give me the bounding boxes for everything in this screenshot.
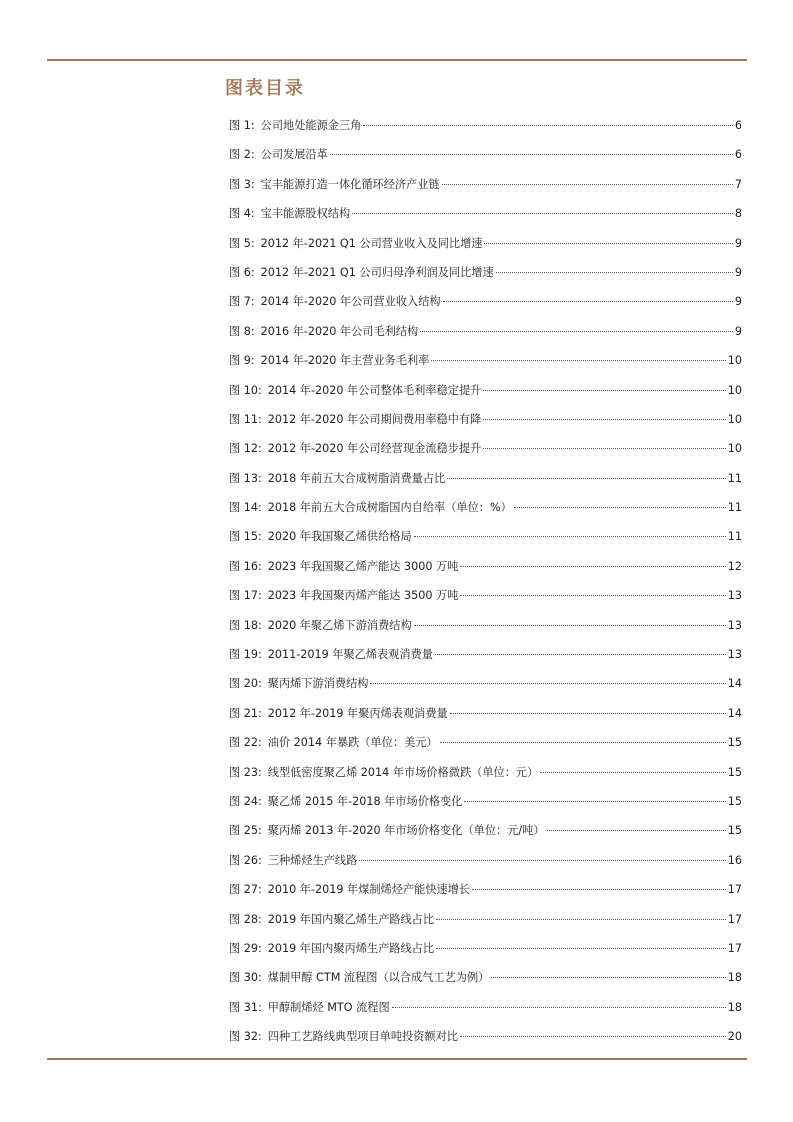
toc-entry-label (229, 1027, 458, 1047)
toc-entry-number: 图 8: (229, 324, 255, 338)
toc-entry-number: 图 29: (229, 941, 262, 955)
toc-entry-page: 12 (727, 559, 742, 573)
toc-entry-title: 2018 年前五大合成树脂国内自给率（单位：%） (267, 501, 512, 515)
toc-entry-title: 2023 年我国聚丙烯产能达 3500 万吨 (267, 589, 459, 603)
toc-entry-label (229, 763, 538, 783)
toc-entry[interactable] (229, 234, 742, 263)
toc-entry-number: 图 16: (229, 559, 262, 573)
toc-entry-page: 10 (727, 354, 742, 368)
toc-entry-number: 图 3: (229, 177, 255, 191)
toc-entry-title: 煤制甲醇 CTM 流程图（以合成气工艺为例） (267, 971, 490, 985)
toc-entry-label (229, 910, 434, 930)
toc-entry-page: 15 (727, 765, 742, 779)
toc-entry-label (229, 880, 470, 900)
toc-entry-number: 图 30: (229, 971, 262, 985)
toc-entry-number: 图 5: (229, 236, 255, 250)
toc-entry-title: 宝丰能源股权结构 (260, 207, 351, 221)
toc-entry-title: 公司地处能源金三角 (260, 119, 362, 132)
dot-leader (392, 1007, 726, 1008)
toc-entry[interactable] (229, 674, 742, 703)
toc-entry-page: 10 (727, 442, 742, 456)
toc-entry-number: 图 12: (229, 442, 262, 456)
toc-entry-page: 7 (734, 177, 742, 191)
toc-entry-page: 11 (727, 501, 742, 515)
toc-entry[interactable] (229, 381, 742, 410)
toc-entry-page: 17 (727, 912, 742, 926)
toc-entry-number: 图 20: (229, 677, 262, 691)
toc-entry[interactable] (229, 851, 742, 880)
toc-entry-page: 13 (727, 648, 742, 662)
dot-leader (435, 654, 726, 655)
toc-entry[interactable] (229, 498, 742, 527)
toc-entry-number: 图 11: (229, 412, 262, 426)
toc-entry-title: 线型低密度聚乙烯 2014 年市场价格微跌（单位：元） (267, 765, 539, 779)
toc-entry-page: 10 (727, 412, 742, 426)
toc-entry-label (229, 145, 328, 165)
toc-entry[interactable] (229, 910, 742, 939)
toc-entry-page: 15 (727, 824, 742, 838)
toc-entry[interactable] (229, 263, 742, 292)
toc-entry-page: 6 (734, 119, 742, 132)
dot-leader (352, 213, 733, 214)
toc-entry-title: 2020 年我国聚乙烯供给格局 (267, 530, 412, 544)
toc-entry-number: 图 1: (229, 119, 255, 132)
toc-entry-page: 11 (727, 471, 742, 485)
dot-leader (496, 272, 733, 273)
toc-entry[interactable] (229, 704, 742, 733)
toc-entry[interactable] (229, 968, 742, 997)
toc-entry-page: 9 (734, 295, 742, 309)
toc-entry[interactable] (229, 527, 742, 556)
toc-entry-label (229, 439, 481, 459)
toc-entry[interactable] (229, 204, 742, 233)
toc-entry[interactable] (229, 586, 742, 615)
toc-entry-title: 2014 年-2020 年公司营业收入结构 (260, 295, 441, 309)
toc-entry-page: 14 (727, 706, 742, 720)
toc-entry-page: 16 (727, 853, 742, 867)
toc-entry-page: 9 (734, 236, 742, 250)
toc-entry-label (229, 645, 433, 665)
toc-entry[interactable] (229, 116, 742, 145)
toc-entry-title: 2016 年-2020 年公司毛利结构 (260, 324, 419, 338)
toc-entry-page: 13 (727, 618, 742, 632)
toc-entry-number: 图 2: (229, 148, 255, 162)
toc-entry[interactable] (229, 469, 742, 498)
toc-entry[interactable] (229, 792, 742, 821)
dot-leader (414, 536, 726, 537)
toc-entry-label (229, 116, 361, 136)
toc-entry-number: 图 14: (229, 501, 262, 515)
dot-leader (472, 889, 726, 890)
dot-leader (460, 1036, 726, 1037)
toc-entry-title: 2010 年-2019 年煤制烯烃产能快速增长 (267, 883, 471, 897)
toc-entry-number: 图 32: (229, 1030, 262, 1044)
toc-entry[interactable] (229, 410, 742, 439)
toc-entry-title: 2012 年-2019 年聚丙烯表观消费量 (267, 706, 448, 720)
toc-entry-label (229, 704, 448, 724)
toc-entry-title: 聚丙烯 2013 年-2020 年市场价格变化（单位：元/吨） (267, 824, 545, 838)
toc-entry-title: 油价 2014 年暴跌（单位：美元） (267, 736, 438, 750)
toc-entry-label (229, 381, 481, 401)
toc-entry-title: 2018 年前五大合成树脂消费量占比 (267, 471, 446, 485)
toc-entry-title: 2012 年-2021 Q1 公司归母净利润及同比增速 (260, 265, 494, 279)
toc-entry-number: 图 15: (229, 530, 262, 544)
toc-entry-number: 图 27: (229, 883, 262, 897)
toc-entry-number: 图 21: (229, 706, 262, 720)
toc-entry[interactable] (229, 998, 742, 1027)
toc-entry-number: 图 7: (229, 295, 255, 309)
toc-entry-number: 图 28: (229, 912, 262, 926)
toc-entry-page: 6 (734, 148, 742, 162)
dot-leader (431, 360, 725, 361)
toc-entry[interactable] (229, 322, 742, 351)
dot-leader (420, 331, 733, 332)
toc-entry[interactable] (229, 145, 742, 174)
toc-entry-page: 13 (727, 589, 742, 603)
toc-entry-label (229, 292, 441, 312)
toc-entry-label (229, 733, 438, 753)
toc-entry-title: 2019 年国内聚丙烯生产路线占比 (267, 941, 435, 955)
toc-entry-label (229, 586, 458, 606)
dot-leader (484, 243, 732, 244)
toc-entry-number: 图 10: (229, 383, 262, 397)
toc-entry-title: 公司发展沿革 (260, 148, 328, 162)
toc-entry-label (229, 410, 481, 430)
toc-entry-number: 图 6: (229, 265, 255, 279)
toc-entry-title: 2012 年-2020 年公司期间费用率稳中有降 (267, 412, 482, 426)
toc-entry[interactable] (229, 821, 742, 850)
dot-leader (440, 742, 726, 743)
toc-entry-page: 18 (727, 1000, 742, 1014)
dot-leader (483, 390, 725, 391)
toc-entry-page: 9 (734, 324, 742, 338)
toc-entry-page: 15 (727, 794, 742, 808)
toc-entry-number: 图 23: (229, 765, 262, 779)
footer-rule (47, 1058, 747, 1060)
toc-entry-label (229, 851, 357, 871)
toc-entry-label (229, 616, 412, 636)
toc-entry-label (229, 792, 462, 812)
toc-entry-number: 图 25: (229, 824, 262, 838)
dot-leader (414, 625, 726, 626)
toc-entry-number: 图 18: (229, 618, 262, 632)
toc-entry-page: 17 (727, 941, 742, 955)
toc-entry-page: 18 (727, 971, 742, 985)
toc-entry[interactable] (229, 880, 742, 909)
toc-entry-title: 2019 年国内聚乙烯生产路线占比 (267, 912, 435, 926)
toc-entry-page: 8 (734, 207, 742, 221)
toc-entry-page: 9 (734, 265, 742, 279)
toc-entry-page: 10 (727, 383, 742, 397)
dot-leader (464, 801, 725, 802)
toc-entry-number: 图 4: (229, 207, 255, 221)
toc-entry-title: 四种工艺路线典型项目单吨投资额对比 (267, 1030, 458, 1044)
dot-leader (483, 419, 725, 420)
dot-leader (436, 948, 726, 949)
dot-leader (483, 448, 725, 449)
toc-entry-number: 图 31: (229, 1000, 262, 1014)
toc-entry-label (229, 674, 368, 694)
toc-entry-label (229, 998, 390, 1018)
toc-entry-title: 2020 年聚乙烯下游消费结构 (267, 618, 412, 632)
toc-entry[interactable] (229, 351, 742, 380)
toc-entry-label (229, 821, 545, 841)
dot-leader (443, 301, 733, 302)
toc-entry-number: 图 9: (229, 354, 255, 368)
toc-entry[interactable] (229, 733, 742, 762)
toc-entry-page: 15 (727, 736, 742, 750)
dot-leader (436, 919, 726, 920)
toc-entry-label (229, 204, 350, 224)
toc-entry-label (229, 234, 482, 254)
dot-leader (450, 713, 726, 714)
toc-entry-number: 图 24: (229, 794, 262, 808)
toc-entry-title: 宝丰能源打造一体化循环经济产业链 (260, 177, 440, 191)
page-title: 图表目录 (225, 78, 305, 99)
toc-entry[interactable] (229, 439, 742, 468)
dot-leader (447, 478, 726, 479)
toc-entry-label (229, 469, 445, 489)
toc-entry-title: 甲醇制烯烃 MTO 流程图 (267, 1000, 390, 1014)
toc-entry[interactable] (229, 939, 742, 968)
dot-leader (442, 184, 733, 185)
toc-entry-label (229, 175, 440, 195)
toc-entry-title: 2012 年-2020 年公司经营现金流稳步提升 (267, 442, 482, 456)
toc-entry-number: 图 19: (229, 648, 262, 662)
toc-entry[interactable] (229, 292, 742, 321)
toc-entry-page: 17 (727, 883, 742, 897)
toc-entry-title: 聚丙烯下游消费结构 (267, 677, 369, 691)
toc-entry-label (229, 939, 434, 959)
dot-leader (370, 683, 725, 684)
toc-entry[interactable] (229, 175, 742, 204)
toc-entry-label (229, 263, 494, 283)
toc-entry-title: 2014 年-2020 年公司整体毛利率稳定提升 (267, 383, 482, 397)
dot-leader (514, 507, 726, 508)
toc-entry-title: 三种烯烃生产线路 (267, 853, 358, 867)
toc-entry[interactable] (229, 645, 742, 674)
dot-leader (491, 977, 725, 978)
toc-entry-number: 图 22: (229, 736, 262, 750)
toc-entry-title: 2023 年我国聚乙烯产能达 3000 万吨 (267, 559, 459, 573)
toc-entry-title: 聚乙烯 2015 年-2018 年市场价格变化 (267, 794, 463, 808)
toc-entry[interactable] (229, 1027, 742, 1056)
toc-entry-page: 14 (727, 677, 742, 691)
toc-entry-number: 图 17: (229, 589, 262, 603)
dot-leader (330, 154, 733, 155)
toc-entry-label (229, 498, 512, 518)
table-of-figures (229, 116, 742, 1057)
toc-entry-title: 2014 年-2020 年主营业务毛利率 (260, 354, 430, 368)
toc-entry-label (229, 351, 429, 371)
toc-entry-number: 图 13: (229, 471, 262, 485)
toc-entry[interactable] (229, 557, 742, 586)
toc-entry-page: 20 (727, 1030, 742, 1044)
dot-leader (540, 772, 725, 773)
toc-entry-number: 图 26: (229, 853, 262, 867)
header-rule (47, 59, 747, 61)
toc-entry[interactable] (229, 763, 742, 792)
dot-leader (460, 595, 725, 596)
toc-entry-label (229, 557, 458, 577)
dot-leader (547, 830, 726, 831)
toc-entry-label (229, 322, 418, 342)
toc-entry-page: 11 (727, 530, 742, 544)
toc-entry-title: 2011-2019 年聚乙烯表观消费量 (267, 648, 433, 662)
toc-entry-label (229, 968, 489, 988)
toc-entry[interactable] (229, 616, 742, 645)
dot-leader (359, 860, 725, 861)
toc-entry-label (229, 527, 412, 547)
toc-entry-title: 2012 年-2021 Q1 公司营业收入及同比增速 (260, 236, 483, 250)
dot-leader (460, 566, 725, 567)
dot-leader (363, 125, 733, 126)
